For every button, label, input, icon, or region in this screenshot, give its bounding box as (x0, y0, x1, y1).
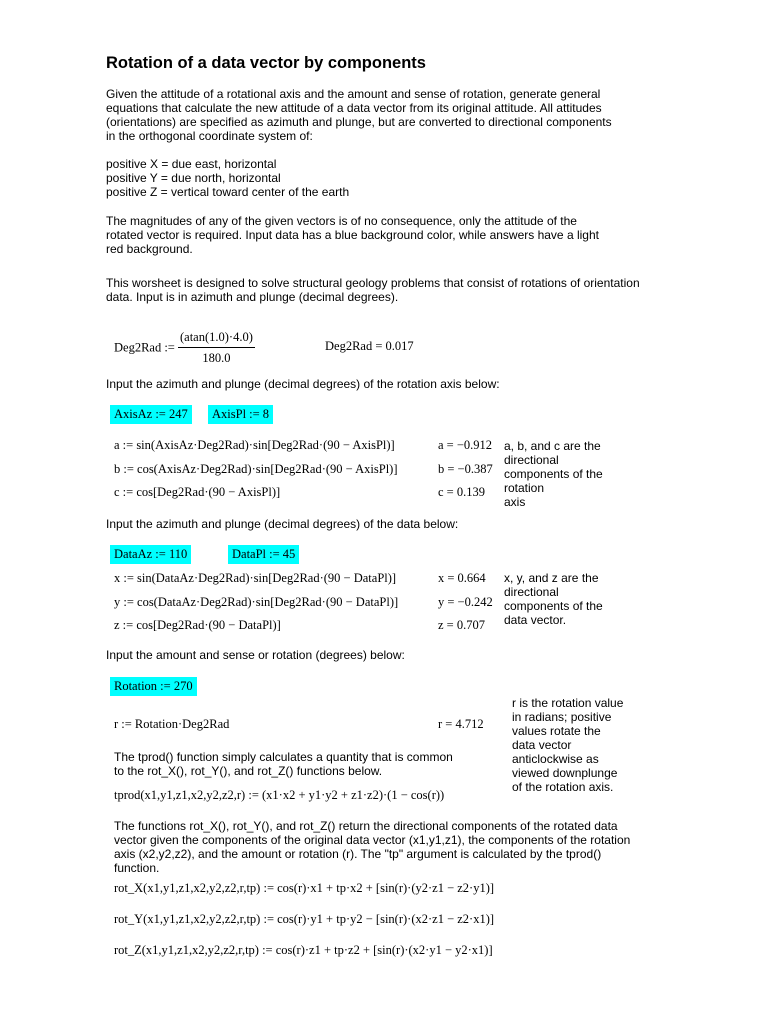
equation-y: y := cos(DataAz·Deg2Rad)·sin[Deg2Rad·(90 − DataPl)] (114, 595, 399, 609)
worksheet-paragraph (106, 276, 646, 304)
axis-plunge-input[interactable]: AxisPl := 8 (208, 405, 273, 424)
axis-note-line: a, b, and c are the (504, 439, 601, 453)
equation-x: x := sin(DataAz·Deg2Rad)·sin[Deg2Rad·(90 − DataPl)] (114, 571, 397, 585)
rot-description (114, 819, 630, 875)
rotation-note-line: r is the rotation value (512, 696, 624, 710)
rot-line: The functions rot_X(), rot_Y(), and rot_Z() return the directional components of the rotated data (114, 819, 618, 833)
axis-note-line: axis (504, 495, 526, 509)
axis-x-definition: positive X = due east, horizontal (106, 157, 277, 171)
intro-line: (orientations) are specified as azimuth and plunge, but are converted to directional components (106, 115, 612, 129)
intro-line: in the orthogonal coordinate system of: (106, 129, 313, 143)
rotation-note-line: in radians; positive (512, 710, 612, 724)
data-note-line: data vector. (504, 613, 567, 627)
rot-z-equation: rot_Z(x1,y1,z1,x2,y2,z2,r,tp) := cos(r)·z1 + tp·z2 + [sin(r)·(x2·y1 − y2·x1)] (114, 943, 493, 957)
page-title: Rotation of a data vector by components (106, 54, 426, 72)
deg2rad-numerator: (atan(1.0)·4.0) (178, 330, 255, 348)
data-note-line: x, y, and z are the (504, 571, 599, 585)
magnitudes-paragraph (106, 214, 646, 256)
axis-z-definition: positive Z = vertical toward center of the earth (106, 185, 350, 199)
tprod-line: The tprod() function simply calculates a quantity that is common (114, 750, 453, 764)
axis-y-definition: positive Y = due north, horizontal (106, 171, 281, 185)
rot-line: vector given the components of the original data vector (x1,y1,z1), the components of the rotation (114, 833, 631, 847)
worksheet-line: data. Input is in azimuth and plunge (decimal degrees). (106, 290, 399, 304)
worksheet-line: This worsheet is designed to solve structural geology problems that consist of rotations of orientation (106, 276, 640, 290)
rotation-note-line: of the rotation axis. (512, 780, 614, 794)
deg2rad-denominator: 180.0 (202, 351, 231, 365)
result-b: b = −0.387 (438, 462, 493, 476)
magnitudes-line: rotated vector is required. Input data has a blue background color, while answers have a light (106, 228, 599, 242)
result-y: y = −0.242 (438, 595, 493, 609)
axis-note (504, 439, 614, 509)
deg2rad-fraction (178, 330, 255, 366)
axis-note-line: directional (504, 453, 559, 467)
rot-line: axis (x2,y2,z2), and the amount or rotation (r). The "tp" argument is calculated by the tprod() (114, 847, 602, 861)
tprod-description (114, 750, 453, 778)
equation-z: z := cos[Deg2Rad·(90 − DataPl)] (114, 618, 281, 632)
rot-y-equation: rot_Y(x1,y1,z1,x2,y2,z2,r,tp) := cos(r)·y1 + tp·y2 − [sin(r)·(x2·z1 − z2·x1)] (114, 912, 495, 926)
deg2rad-definition (114, 330, 255, 366)
rot-x-equation: rot_X(x1,y1,z1,x2,y2,z2,r,tp) := cos(r)·x1 + tp·x2 + [sin(r)·(y2·z1 − z2·y1)] (114, 881, 495, 895)
intro-line: Given the attitude of a rotational axis and the amount and sense of rotation, generate general (106, 87, 601, 101)
deg2rad-result: Deg2Rad = 0.017 (325, 339, 414, 353)
data-prompt: Input the azimuth and plunge (decimal degrees) of the data below: (106, 517, 459, 531)
data-note (504, 571, 614, 627)
result-c: c = 0.139 (438, 485, 485, 499)
equation-r: r := Rotation·Deg2Rad (114, 717, 230, 731)
axes-definition (106, 157, 646, 199)
intro-paragraph (106, 87, 646, 143)
data-plunge-input[interactable]: DataPl := 45 (228, 545, 299, 564)
tprod-equation: tprod(x1,y1,z1,x2,y2,z2,r) := (x1·x2 + y1·y2 + z1·z2)·(1 − cos(r)) (114, 788, 445, 802)
deg2rad-lhs: Deg2Rad := (114, 340, 175, 355)
rotation-note-line: values rotate the (512, 724, 601, 738)
rotation-input[interactable]: Rotation := 270 (110, 677, 197, 696)
data-azimuth-input[interactable]: DataAz := 110 (110, 545, 191, 564)
tprod-line: to the rot_X(), rot_Y(), and rot_Z() functions below. (114, 764, 383, 778)
result-x: x = 0.664 (438, 571, 486, 585)
result-z: z = 0.707 (438, 618, 485, 632)
rot-line: function. (114, 861, 160, 875)
equation-c: c := cos[Deg2Rad·(90 − AxisPl)] (114, 485, 281, 499)
axis-note-line: components of the (504, 467, 603, 481)
rotation-prompt: Input the amount and sense or rotation (degrees) below: (106, 648, 405, 662)
axis-prompt: Input the azimuth and plunge (decimal degrees) of the rotation axis below: (106, 377, 500, 391)
rotation-note-line: anticlockwise as (512, 752, 599, 766)
equation-b: b := cos(AxisAz·Deg2Rad)·sin[Deg2Rad·(90 − AxisPl)] (114, 462, 398, 476)
intro-line: equations that calculate the new attitude of a data vector from its original attitude. All attitudes (106, 101, 602, 115)
result-r: r = 4.712 (438, 717, 484, 731)
magnitudes-line: The magnitudes of any of the given vectors is of no consequence, only the attitude of the (106, 214, 577, 228)
axis-azimuth-input[interactable]: AxisAz := 247 (110, 405, 192, 424)
result-a: a = −0.912 (438, 438, 493, 452)
data-note-line: directional (504, 585, 559, 599)
magnitudes-line: red background. (106, 242, 193, 256)
rotation-note-line: data vector (512, 738, 572, 752)
rotation-note (512, 696, 622, 794)
rotation-note-line: viewed downplunge (512, 766, 618, 780)
data-note-line: components of the (504, 599, 603, 613)
equation-a: a := sin(AxisAz·Deg2Rad)·sin[Deg2Rad·(90 − AxisPl)] (114, 438, 395, 452)
axis-note-line: rotation (504, 481, 545, 495)
